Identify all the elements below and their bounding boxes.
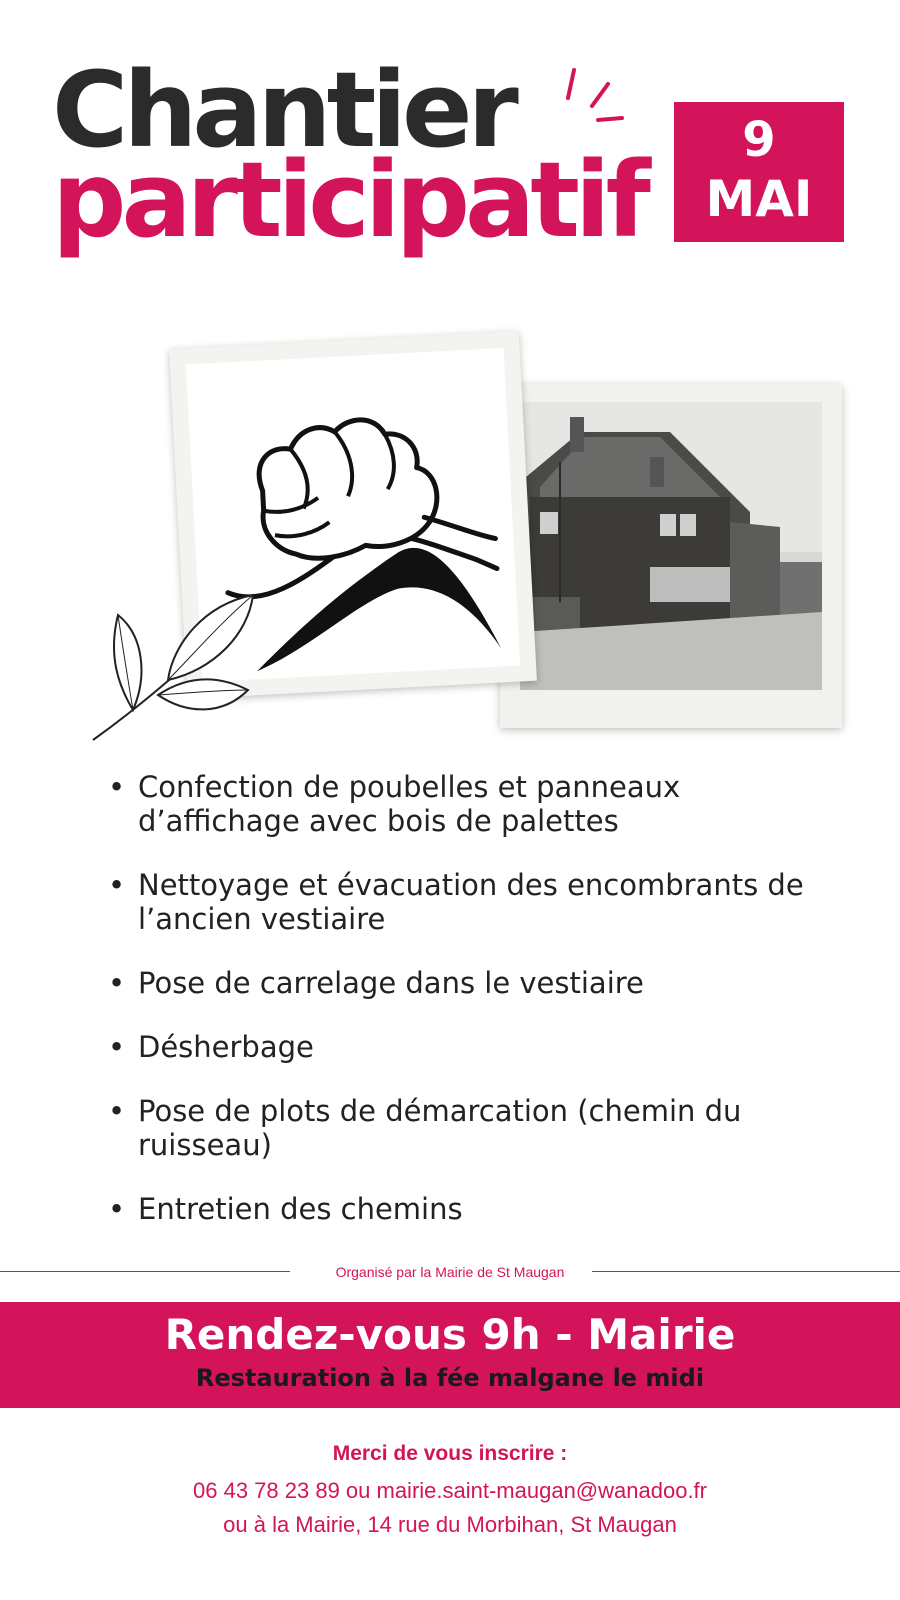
contact-line-phone-email: 06 43 78 23 89 ou mairie.saint-maugan@wanadoo.fr <box>193 1478 707 1503</box>
building-photo-frame <box>500 384 842 728</box>
leaf-branch-icon <box>88 585 268 745</box>
date-month: MAI <box>705 170 813 228</box>
list-item: • Pose de carrelage dans le vestiaire <box>108 966 848 1000</box>
organiser-divider <box>0 1261 900 1283</box>
page-title-line2: participatif <box>52 139 646 261</box>
contact-line-address: ou à la Mairie, 14 rue du Morbihan, St Maugan <box>223 1512 677 1537</box>
banner-title: Rendez-vous 9h - Mairie <box>164 1310 736 1359</box>
building-illustration <box>520 402 822 690</box>
list-item: • Désherbage <box>108 1030 848 1064</box>
organiser-text: Organisé par la Mairie de St Maugan <box>330 1264 571 1280</box>
page-title-line1: Chantier <box>52 49 514 171</box>
banner-subtitle: Restauration à la fée malgane le midi <box>195 1364 705 1392</box>
date-badge <box>674 102 844 242</box>
contact-heading: Merci de vous inscrire : <box>332 1442 568 1465</box>
date-day: 9 <box>742 112 776 168</box>
building-photo <box>520 402 822 690</box>
list-item: • Confection de poubelles et panneaux d’affichage avec bois de palettes <box>108 770 848 838</box>
meeting-banner <box>0 1302 900 1408</box>
list-item: • Pose de plots de démarcation (chemin du ruisseau) <box>108 1094 848 1162</box>
task-list <box>108 770 848 1226</box>
contact-block <box>0 1442 900 1542</box>
list-item: • Nettoyage et évacuation des encombrants de l’ancien vestiaire <box>108 868 848 936</box>
sparkle-accent-icon <box>560 62 630 132</box>
list-item: • Entretien des chemins <box>108 1192 848 1226</box>
